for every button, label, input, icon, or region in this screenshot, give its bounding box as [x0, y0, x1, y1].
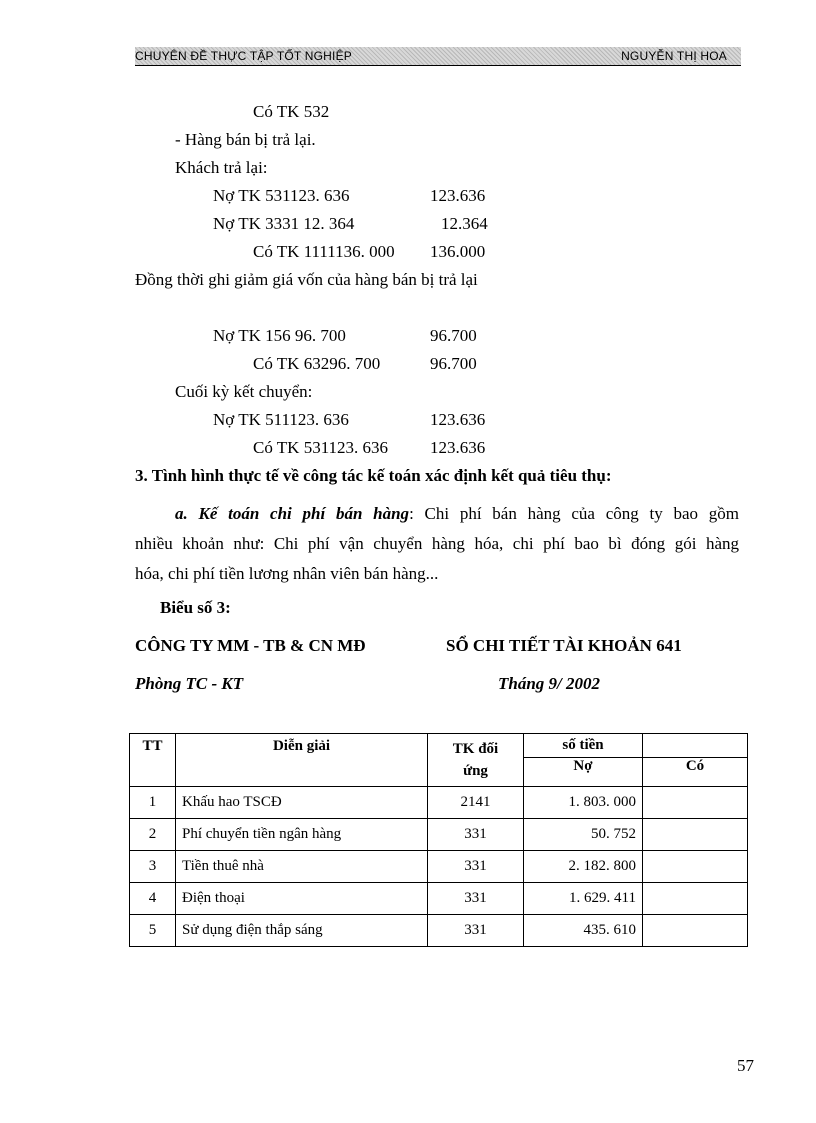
- entry-account: Nợ TK 511123. 636: [213, 410, 349, 429]
- page-number: 57: [737, 1056, 754, 1075]
- entry-amount: 136.000: [430, 242, 486, 261]
- table-row: [130, 915, 748, 947]
- header-empty-cell: [643, 734, 748, 758]
- row-description: Điện thoại: [176, 883, 428, 915]
- row-debit: 2. 182. 800: [524, 851, 643, 883]
- row-account: 331: [428, 851, 524, 883]
- row-debit: 1. 629. 411: [524, 883, 643, 915]
- table-row: [130, 787, 748, 819]
- header-credit: Có: [643, 758, 748, 787]
- row-description: Sử dụng điện thắp sáng: [176, 915, 428, 947]
- header-contra-account: TK đối ứng: [428, 734, 524, 787]
- entry-amount: 96.700: [430, 354, 477, 373]
- row-debit: 435. 610: [524, 915, 643, 947]
- entry-account: Có TK 63296. 700: [253, 354, 381, 373]
- row-credit: [643, 851, 748, 883]
- row-tt: 3: [130, 851, 176, 883]
- header-description: Diễn giải: [176, 734, 428, 787]
- table-header-row: [130, 734, 748, 758]
- header-tt: TT: [130, 734, 176, 787]
- running-header: [135, 47, 741, 66]
- entry-account: Có TK 1111136. 000: [253, 242, 395, 261]
- ledger-month: Tháng 9/ 2002: [498, 674, 601, 693]
- header-title: CHUYÊN ĐỀ THỰC TẬP TỐT NGHIỆP: [135, 49, 352, 63]
- row-credit: [643, 819, 748, 851]
- row-description: Khấu hao TSCĐ: [176, 787, 428, 819]
- entry-account: Có TK 531123. 636: [253, 438, 389, 457]
- entry-amount: 123.636: [430, 410, 486, 429]
- section-heading: 3. Tình hình thực tế về công tác kế toán xác định kết quả tiêu thụ:: [135, 466, 612, 485]
- entry-account: Nợ TK 531123. 636: [213, 186, 350, 205]
- entry-account: Nợ TK 156 96. 700: [213, 326, 346, 345]
- row-tt: 5: [130, 915, 176, 947]
- entry-line: - Hàng bán bị trả lại.: [175, 130, 316, 149]
- row-account: 331: [428, 915, 524, 947]
- ledger-title: SỔ CHI TIẾT TÀI KHOẢN 641: [446, 636, 682, 655]
- section-paragraph-line: [135, 500, 739, 528]
- exhibit-label: Biểu số 3:: [160, 598, 231, 617]
- entry-line: Đồng thời ghi giảm giá vốn của hàng bán bị trả lại: [135, 270, 478, 289]
- entry-amount: 123.636: [430, 186, 486, 205]
- row-account: 331: [428, 819, 524, 851]
- row-description: Phí chuyển tiền ngân hàng: [176, 819, 428, 851]
- entry-amount: 123.636: [430, 438, 486, 457]
- department-name: Phòng TC - KT: [135, 674, 244, 693]
- row-account: 2141: [428, 787, 524, 819]
- row-account: 331: [428, 883, 524, 915]
- row-description: Tiền thuê nhà: [176, 851, 428, 883]
- paragraph-text: : Chi phí bán hàng của công ty bao gồm: [409, 504, 740, 523]
- row-tt: 1: [130, 787, 176, 819]
- row-debit: 50. 752: [524, 819, 643, 851]
- entry-amount: 96.700: [430, 326, 477, 345]
- header-author: NGUYỄN THỊ HOA: [621, 49, 727, 63]
- row-debit: 1. 803. 000: [524, 787, 643, 819]
- table-row: [130, 851, 748, 883]
- entry-line: Có TK 532: [253, 102, 330, 121]
- row-credit: [643, 915, 748, 947]
- paragraph-text: nhiều khoản như: Chi phí vận chuyển hàng hóa, chi phí bao bì đóng gói hàng: [135, 534, 739, 553]
- entry-line: Cuối kỳ kết chuyển:: [175, 382, 313, 401]
- row-credit: [643, 787, 748, 819]
- entry-line: Khách trả lại:: [175, 158, 268, 177]
- row-tt: 2: [130, 819, 176, 851]
- table-row: [130, 883, 748, 915]
- subsection-title: a. Kế toán chi phí bán hàng: [175, 504, 410, 523]
- row-tt: 4: [130, 883, 176, 915]
- entry-account: Nợ TK 3331 12. 364: [213, 214, 355, 233]
- paragraph-text: hóa, chi phí tiền lương nhân viên bán hàng...: [135, 564, 439, 583]
- entry-amount: 12.364: [441, 214, 488, 233]
- header-debit: Nợ: [524, 758, 643, 787]
- header-amount: số tiền: [524, 734, 643, 758]
- table-row: [130, 819, 748, 851]
- row-credit: [643, 883, 748, 915]
- ledger-table: [129, 733, 748, 947]
- company-name: CÔNG TY MM - TB & CN MĐ: [135, 636, 366, 655]
